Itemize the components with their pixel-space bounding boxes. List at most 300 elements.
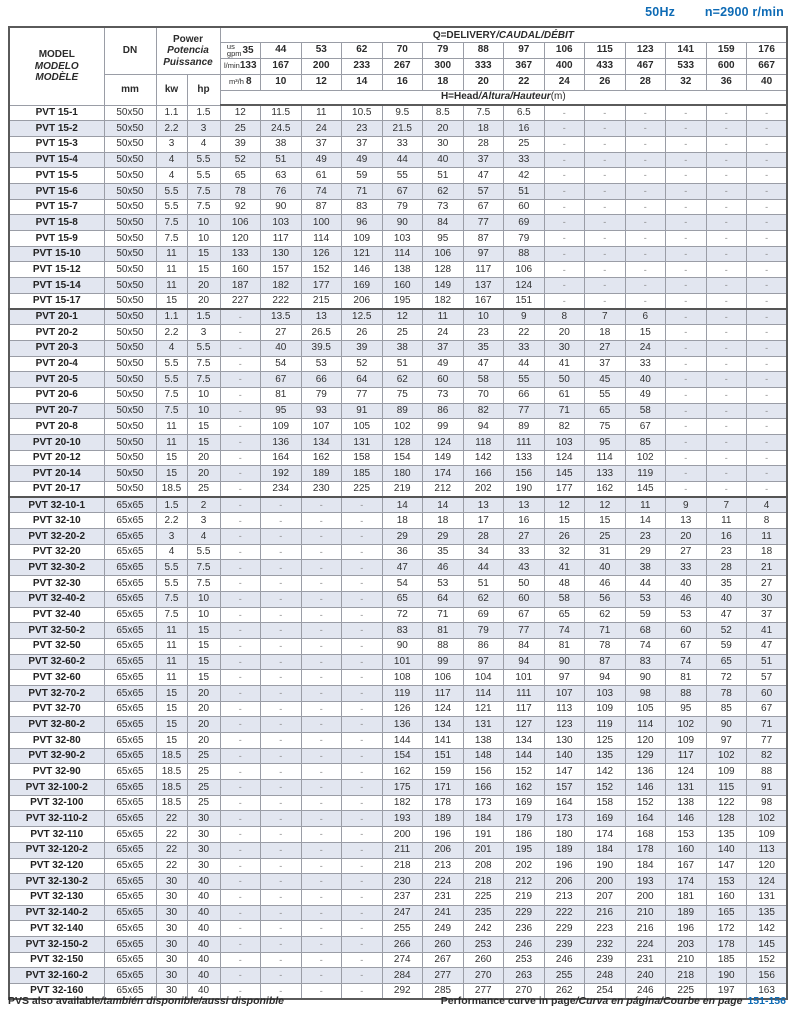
head-value-cell: 34	[463, 544, 504, 560]
head-value-cell: 4	[747, 497, 788, 513]
head-value-cell: 40	[261, 340, 302, 356]
head-value-cell: 75	[382, 387, 423, 403]
model-cell: PVT 32-30-2	[9, 560, 104, 576]
model-cell: PVT 32-90-2	[9, 748, 104, 764]
kw-cell: 7.5	[156, 591, 187, 607]
hp-cell: 40	[187, 968, 220, 984]
head-value-cell: -	[706, 121, 747, 137]
head-value-cell: 246	[625, 984, 666, 1000]
head-value-cell: 131	[342, 434, 383, 450]
head-value-cell: 14	[625, 513, 666, 529]
head-value-cell: -	[220, 325, 261, 341]
head-value-cell: 77	[747, 733, 788, 749]
head-value-cell: 41	[544, 356, 585, 372]
head-value-cell: -	[220, 403, 261, 419]
head-value-cell: 212	[504, 874, 545, 890]
head-value-cell: 26	[544, 529, 585, 545]
model-cell: PVT 20-7	[9, 403, 104, 419]
hp-cell: 30	[187, 858, 220, 874]
head-value-cell: -	[301, 858, 342, 874]
head-value-cell: 235	[463, 905, 504, 921]
head-value-cell: 115	[706, 780, 747, 796]
head-value-cell: -	[666, 262, 707, 278]
head-value-cell: -	[706, 152, 747, 168]
head-value-cell: 232	[585, 936, 626, 952]
kw-cell: 30	[156, 889, 187, 905]
head-value-cell: 184	[463, 811, 504, 827]
dn-cell: 65x65	[104, 701, 156, 717]
model-cell: PVT 32-110	[9, 827, 104, 843]
dn-cell: 65x65	[104, 654, 156, 670]
head-value-cell: 179	[504, 811, 545, 827]
head-value-cell: 49	[423, 356, 464, 372]
head-value-cell: -	[342, 560, 383, 576]
head-value-cell: -	[301, 889, 342, 905]
table-row	[9, 466, 787, 482]
kw-cell: 22	[156, 858, 187, 874]
head-value-cell: -	[261, 874, 302, 890]
head-value-cell: 30	[423, 136, 464, 152]
head-value-cell: 126	[301, 246, 342, 262]
head-value-cell: 169	[585, 811, 626, 827]
model-cell: PVT 32-130-2	[9, 874, 104, 890]
kw-cell: 4	[156, 152, 187, 168]
head-value-cell: 13	[666, 513, 707, 529]
head-value-cell: -	[220, 309, 261, 325]
model-cell: PVT 32-160-2	[9, 968, 104, 984]
head-value-cell: -	[544, 152, 585, 168]
head-value-cell: 171	[423, 780, 464, 796]
model-cell: PVT 15-3	[9, 136, 104, 152]
q-value-header: 16	[382, 74, 423, 90]
head-value-cell: 67	[504, 607, 545, 623]
table-row	[9, 419, 787, 435]
head-value-cell: 177	[544, 482, 585, 498]
head-value-cell: 165	[706, 905, 747, 921]
head-value-cell: 15	[625, 325, 666, 341]
head-value-cell: 11	[747, 529, 788, 545]
dn-cell: 50x50	[104, 356, 156, 372]
head-value-cell: -	[666, 215, 707, 231]
model-cell: PVT 15-2	[9, 121, 104, 137]
head-value-cell: 190	[585, 858, 626, 874]
head-value-cell: -	[625, 293, 666, 309]
dn-cell: 65x65	[104, 984, 156, 1000]
head-value-cell: 124	[423, 701, 464, 717]
model-cell: PVT 20-1	[9, 309, 104, 325]
head-value-cell: -	[747, 215, 788, 231]
hp-cell: 1.5	[187, 309, 220, 325]
head-value-cell: 61	[544, 387, 585, 403]
head-value-cell: -	[747, 293, 788, 309]
head-value-cell: 174	[423, 466, 464, 482]
q-value-header: 14	[342, 74, 383, 90]
dn-cell: 65x65	[104, 733, 156, 749]
head-value-cell: 178	[706, 936, 747, 952]
head-value-cell: 109	[342, 231, 383, 247]
head-value-cell: 152	[585, 780, 626, 796]
head-value-cell: 49	[342, 152, 383, 168]
head-value-cell: 65	[220, 168, 261, 184]
head-value-cell: 31	[585, 544, 626, 560]
head-value-cell: 134	[301, 434, 342, 450]
head-value-cell: -	[220, 654, 261, 670]
head-value-cell: 266	[382, 936, 423, 952]
head-value-cell: -	[544, 168, 585, 184]
model-cell: PVT 32-160	[9, 984, 104, 1000]
q-value-header: l/min133	[220, 58, 261, 74]
head-value-cell: -	[342, 764, 383, 780]
head-value-cell: -	[342, 529, 383, 545]
head-value-cell: 185	[342, 466, 383, 482]
head-value-cell: 45	[585, 372, 626, 388]
head-value-cell: 114	[625, 717, 666, 733]
head-value-cell: 109	[261, 419, 302, 435]
head-value-cell: 113	[747, 842, 788, 858]
head-value-cell: -	[220, 968, 261, 984]
table-row	[9, 905, 787, 921]
hp-cell: 7.5	[187, 199, 220, 215]
kw-cell: 7.5	[156, 403, 187, 419]
head-value-cell: 88	[504, 246, 545, 262]
head-value-cell: 44	[463, 560, 504, 576]
head-value-cell: -	[301, 921, 342, 937]
head-value-cell: -	[301, 701, 342, 717]
head-value-cell: -	[261, 560, 302, 576]
model-cell: PVT 32-60-2	[9, 654, 104, 670]
head-value-cell: 41	[544, 560, 585, 576]
head-value-cell: 71	[747, 717, 788, 733]
head-value-cell: -	[706, 482, 747, 498]
dn-cell: 50x50	[104, 325, 156, 341]
hp-cell: 40	[187, 889, 220, 905]
head-value-cell: 87	[301, 199, 342, 215]
head-value-cell: -	[220, 685, 261, 701]
hp-cell: 15	[187, 638, 220, 654]
head-value-cell: -	[301, 576, 342, 592]
head-value-cell: 146	[666, 811, 707, 827]
head-value-cell: 190	[504, 482, 545, 498]
head-value-cell: -	[544, 215, 585, 231]
dn-cell: 65x65	[104, 638, 156, 654]
q-value-header: 200	[301, 58, 342, 74]
kw-cell: 11	[156, 278, 187, 294]
head-value-cell: -	[220, 827, 261, 843]
head-value-cell: 153	[666, 827, 707, 843]
kw-cell: 2.2	[156, 325, 187, 341]
hp-cell: 20	[187, 450, 220, 466]
head-value-cell: 28	[706, 560, 747, 576]
head-value-cell: 70	[463, 387, 504, 403]
head-value-cell: 49	[625, 387, 666, 403]
head-value-cell: -	[706, 136, 747, 152]
table-row	[9, 560, 787, 576]
head-value-cell: 97	[544, 670, 585, 686]
head-value-cell: 206	[544, 874, 585, 890]
head-value-cell: 67	[625, 419, 666, 435]
head-value-cell: 88	[423, 638, 464, 654]
head-value-cell: -	[220, 497, 261, 513]
head-value-cell: -	[747, 419, 788, 435]
head-value-cell: 128	[706, 811, 747, 827]
head-value-cell: 164	[625, 811, 666, 827]
head-value-cell: 86	[463, 638, 504, 654]
head-value-cell: 39	[220, 136, 261, 152]
head-value-cell: 87	[585, 654, 626, 670]
head-value-cell: -	[666, 387, 707, 403]
head-value-cell: 69	[504, 215, 545, 231]
head-value-cell: 200	[585, 874, 626, 890]
model-cell: PVT 32-50	[9, 638, 104, 654]
head-value-cell: 160	[666, 842, 707, 858]
head-value-cell: 27	[261, 325, 302, 341]
head-value-cell: 38	[382, 340, 423, 356]
model-cell: PVT 32-20	[9, 544, 104, 560]
head-value-cell: 167	[666, 858, 707, 874]
dn-cell: 50x50	[104, 403, 156, 419]
head-value-cell: 52	[706, 623, 747, 639]
kw-cell: 5.5	[156, 560, 187, 576]
hp-cell: 7.5	[187, 560, 220, 576]
head-value-cell: 53	[625, 591, 666, 607]
head-value-cell: 119	[382, 685, 423, 701]
head-value-cell: -	[301, 936, 342, 952]
head-value-cell: 145	[625, 482, 666, 498]
head-value-cell: -	[220, 701, 261, 717]
head-value-cell: 13.5	[261, 309, 302, 325]
head-value-cell: 219	[504, 889, 545, 905]
hp-cell: 4	[187, 529, 220, 545]
model-cell: PVT 20-14	[9, 466, 104, 482]
head-value-cell: 99	[423, 654, 464, 670]
hp-cell: 20	[187, 278, 220, 294]
head-value-cell: 225	[342, 482, 383, 498]
table-row	[9, 325, 787, 341]
head-value-cell: 113	[544, 701, 585, 717]
hp-cell: 10	[187, 591, 220, 607]
head-value-cell: 73	[423, 199, 464, 215]
head-value-cell: 59	[706, 638, 747, 654]
head-value-cell: 30	[544, 340, 585, 356]
head-value-cell: -	[585, 136, 626, 152]
head-value-cell: 62	[463, 591, 504, 607]
kw-cell: 4	[156, 544, 187, 560]
head-value-cell: 230	[301, 482, 342, 498]
head-value-cell: 180	[544, 827, 585, 843]
head-value-cell: -	[220, 811, 261, 827]
head-value-cell: 162	[301, 450, 342, 466]
head-value-cell: 23	[342, 121, 383, 137]
model-cell: PVT 15-1	[9, 105, 104, 121]
head-value-cell: 16	[504, 121, 545, 137]
hp-cell: 15	[187, 434, 220, 450]
head-value-cell: -	[220, 340, 261, 356]
kw-cell: 18.5	[156, 795, 187, 811]
hp-cell: 40	[187, 874, 220, 890]
head-value-cell: 213	[423, 858, 464, 874]
head-value-cell: 157	[261, 262, 302, 278]
head-value-cell: 66	[301, 372, 342, 388]
head-value-cell: -	[544, 231, 585, 247]
head-value-cell: -	[342, 811, 383, 827]
head-value-cell: 51	[504, 183, 545, 199]
head-value-cell: -	[261, 733, 302, 749]
dn-cell: 65x65	[104, 576, 156, 592]
head-value-cell: 21.5	[382, 121, 423, 137]
q-value-header: 53	[301, 42, 342, 58]
head-value-cell: -	[666, 183, 707, 199]
kw-cell: 1.1	[156, 105, 187, 121]
hp-cell: 20	[187, 701, 220, 717]
dn-cell: 50x50	[104, 450, 156, 466]
head-value-cell: -	[220, 356, 261, 372]
model-cell: PVT 32-80-2	[9, 717, 104, 733]
head-value-cell: 13	[504, 497, 545, 513]
head-value-cell: 43	[504, 560, 545, 576]
head-value-cell: 230	[382, 874, 423, 890]
table-row	[9, 685, 787, 701]
head-value-cell: 35	[706, 576, 747, 592]
head-value-cell: 33	[504, 544, 545, 560]
head-value-cell: -	[261, 623, 302, 639]
model-cell: PVT 32-30	[9, 576, 104, 592]
head-value-cell: 172	[706, 921, 747, 937]
head-value-cell: 267	[423, 952, 464, 968]
head-value-cell: 47	[463, 356, 504, 372]
head-value-cell: 74	[625, 638, 666, 654]
head-value-cell: -	[342, 936, 383, 952]
head-value-cell: -	[747, 246, 788, 262]
model-cell: PVT 32-10-1	[9, 497, 104, 513]
head-value-cell: 74	[301, 183, 342, 199]
head-value-cell: 127	[504, 717, 545, 733]
head-value-cell: 292	[382, 984, 423, 1000]
head-value-cell: -	[301, 560, 342, 576]
q-value-header: 22	[504, 74, 545, 90]
head-value-cell: 67	[666, 638, 707, 654]
head-value-cell: -	[301, 780, 342, 796]
table-row	[9, 152, 787, 168]
head-value-cell: -	[301, 905, 342, 921]
mm-unit: mm	[104, 74, 156, 105]
head-value-cell: 111	[504, 685, 545, 701]
head-value-cell: -	[220, 921, 261, 937]
head-value-cell: 160	[220, 262, 261, 278]
m3h-unit: m³/h	[228, 77, 247, 87]
q-value-header: 433	[585, 58, 626, 74]
head-value-cell: 33	[504, 152, 545, 168]
head-value-cell: 142	[747, 921, 788, 937]
kw-cell: 18.5	[156, 482, 187, 498]
kw-cell: 15	[156, 450, 187, 466]
head-value-cell: -	[342, 952, 383, 968]
head-value-cell: -	[261, 717, 302, 733]
head-value-cell: 189	[301, 466, 342, 482]
head-value-cell: 11.5	[261, 105, 302, 121]
head-value-cell: -	[747, 278, 788, 294]
head-value-cell: -	[301, 984, 342, 1000]
head-value-cell: 7	[706, 497, 747, 513]
hp-cell: 15	[187, 419, 220, 435]
head-value-cell: 136	[261, 434, 302, 450]
hp-cell: 5.5	[187, 340, 220, 356]
head-value-cell: -	[544, 183, 585, 199]
head-value-cell: -	[261, 638, 302, 654]
head-value-cell: -	[220, 638, 261, 654]
q-value-header: us gpm 35	[220, 42, 261, 58]
q-value-header: 467	[625, 58, 666, 74]
head-value-cell: 215	[301, 293, 342, 309]
head-value-cell: 8	[747, 513, 788, 529]
head-value-cell: 206	[423, 842, 464, 858]
head-value-cell: 247	[382, 905, 423, 921]
head-value-cell: 88	[666, 685, 707, 701]
head-value-cell: 86	[423, 403, 464, 419]
q-value-header: 36	[706, 74, 747, 90]
head-value-cell: 48	[544, 576, 585, 592]
head-value-cell: 154	[382, 748, 423, 764]
head-value-cell: 54	[382, 576, 423, 592]
table-row	[9, 434, 787, 450]
head-value-cell: -	[261, 591, 302, 607]
head-value-cell: -	[706, 403, 747, 419]
head-value-cell: -	[261, 889, 302, 905]
kw-cell: 4	[156, 340, 187, 356]
head-value-cell: -	[261, 685, 302, 701]
head-value-cell: 13	[463, 497, 504, 513]
kw-cell: 1.5	[156, 497, 187, 513]
head-value-cell: 174	[585, 827, 626, 843]
head-value-cell: 72	[706, 670, 747, 686]
head-value-cell: 12.5	[342, 309, 383, 325]
head-value-cell: -	[261, 952, 302, 968]
hp-cell: 3	[187, 325, 220, 341]
head-value-cell: 67	[382, 183, 423, 199]
kw-cell: 22	[156, 811, 187, 827]
kw-cell: 30	[156, 952, 187, 968]
head-value-cell: 38	[625, 560, 666, 576]
model-cell: PVT 15-12	[9, 262, 104, 278]
head-value-cell: 106	[504, 262, 545, 278]
head-value-cell: 122	[706, 795, 747, 811]
kw-cell: 15	[156, 466, 187, 482]
head-value-cell: 8.5	[423, 105, 464, 121]
head-value-cell: 145	[747, 936, 788, 952]
dn-cell: 65x65	[104, 889, 156, 905]
dn-cell: 50x50	[104, 183, 156, 199]
head-value-cell: 97	[463, 654, 504, 670]
head-value-cell: 90	[625, 670, 666, 686]
model-cell: PVT 32-100	[9, 795, 104, 811]
kw-cell: 5.5	[156, 372, 187, 388]
head-value-cell: 51	[382, 356, 423, 372]
head-value-cell: 17	[463, 513, 504, 529]
head-value-cell: -	[261, 905, 302, 921]
head-value-cell: 82	[463, 403, 504, 419]
head-value-cell: -	[585, 121, 626, 137]
head-value-cell: 39.5	[301, 340, 342, 356]
model-header: MODEL MODELO MODÈLE	[9, 27, 104, 105]
kw-cell: 5.5	[156, 199, 187, 215]
head-value-cell: 62	[382, 372, 423, 388]
head-value-cell: 108	[382, 670, 423, 686]
head-value-cell: -	[342, 654, 383, 670]
head-value-cell: -	[342, 513, 383, 529]
head-value-cell: 124	[544, 450, 585, 466]
head-value-cell: -	[261, 795, 302, 811]
kw-cell: 18.5	[156, 764, 187, 780]
head-value-cell: -	[666, 434, 707, 450]
